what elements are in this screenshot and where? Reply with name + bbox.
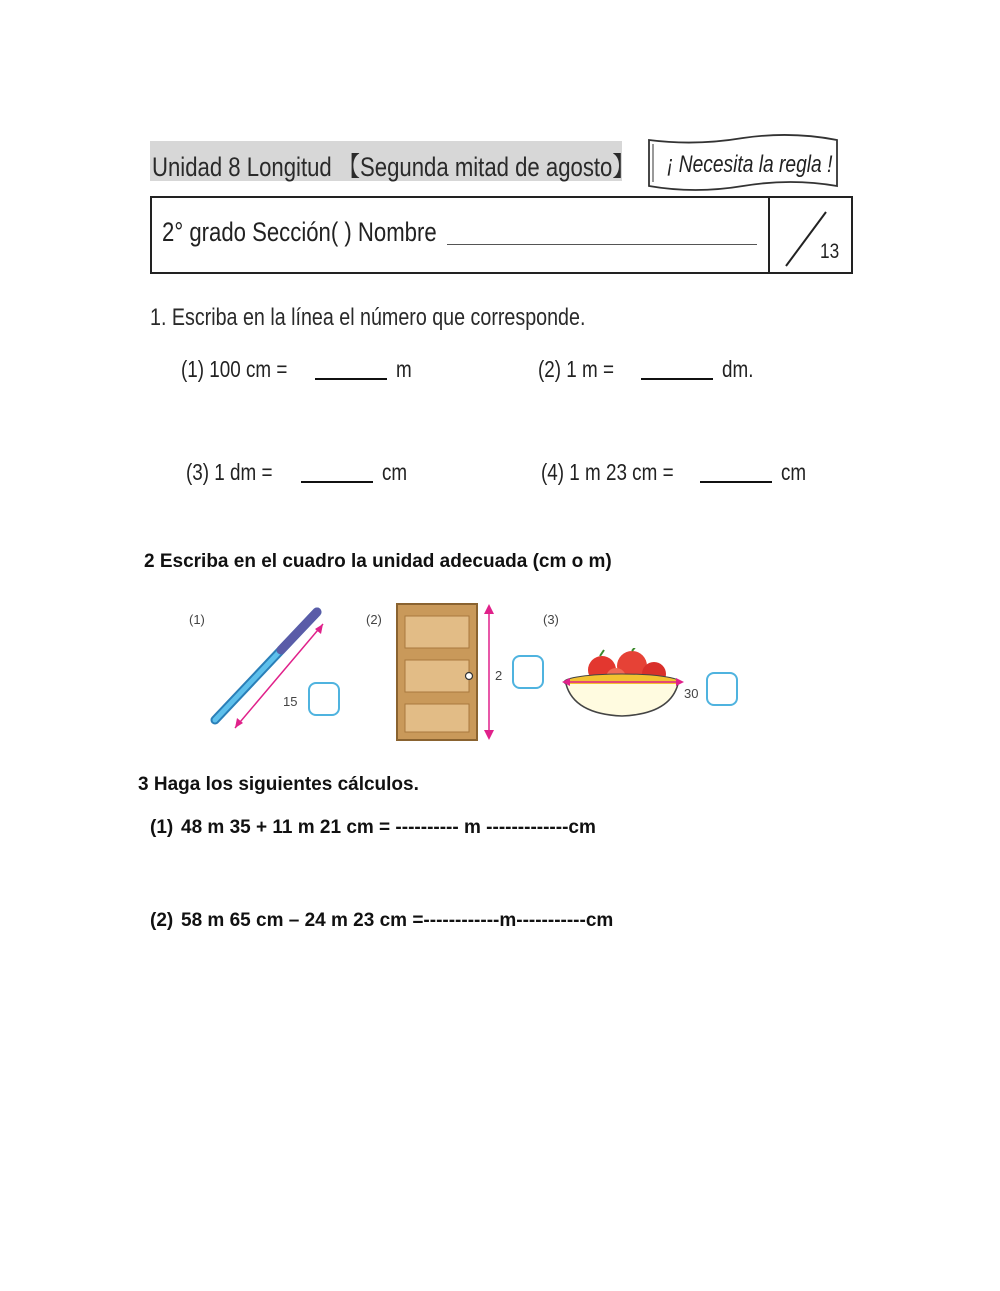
q3-item1-expression[interactable]: 48 m 35 + 11 m 21 cm = ---------- m -------------cm (181, 817, 596, 838)
unit-title-text: Unidad 8 Longitud 【Segunda mitad de agosto】 (152, 152, 635, 182)
q2-item1-answer-box[interactable] (308, 682, 340, 716)
grade-section-name-label: 2° grado Sección( ) Nombre (162, 217, 437, 247)
q1-item1-label: (1) 100 cm = (181, 356, 288, 382)
q1-item2-unit: dm. (722, 356, 754, 382)
q1-item4-answer-line[interactable] (700, 481, 772, 483)
unit-title (150, 141, 635, 182)
q2-item1-number: (1) (189, 612, 205, 627)
regla-banner-text: ¡ Necesita la regla ! (667, 151, 833, 178)
door-icon (395, 602, 503, 742)
question3-heading: 3 Haga los siguientes cálculos. (138, 774, 419, 795)
name-input-line[interactable] (447, 244, 757, 245)
q1-item1-answer-line[interactable] (315, 378, 387, 380)
question1-heading: 1. Escriba en la línea el número que corresponde. (150, 304, 586, 331)
q2-item2-number: (2) (366, 612, 382, 627)
q2-item3-value: 30 (684, 686, 699, 701)
q1-item4-unit: cm (781, 459, 807, 485)
q2-item3-number: (3) (543, 612, 559, 627)
regla-banner (645, 134, 841, 197)
q1-item1-unit: m (396, 356, 412, 382)
student-info-box (150, 196, 853, 274)
q2-item2-value: 2 (495, 668, 503, 683)
q1-item4-label: (4) 1 m 23 cm = (541, 459, 674, 485)
q1-item2-answer-line[interactable] (641, 378, 713, 380)
q1-item3-answer-line[interactable] (301, 481, 373, 483)
q3-item2-number: (2) (150, 910, 174, 931)
fruit-bowl-icon (560, 648, 686, 720)
question2-heading: 2 Escriba en el cuadro la unidad adecuada (cm o m) (144, 551, 612, 572)
score-total: 13 (820, 240, 840, 263)
q3-item2-expression[interactable]: 58 m 65 cm – 24 m 23 cm =------------m-----------cm (181, 910, 614, 931)
q1-item3-label: (3) 1 dm = (186, 459, 273, 485)
q2-item3-answer-box[interactable] (706, 672, 738, 706)
score-divider (768, 198, 770, 272)
q3-item1-number: (1) (150, 817, 174, 838)
q2-item2-answer-box[interactable] (512, 655, 544, 689)
q2-item1-value: 15 (283, 694, 298, 709)
q1-item2-label: (2) 1 m = (538, 356, 614, 382)
q1-item3-unit: cm (382, 459, 408, 485)
